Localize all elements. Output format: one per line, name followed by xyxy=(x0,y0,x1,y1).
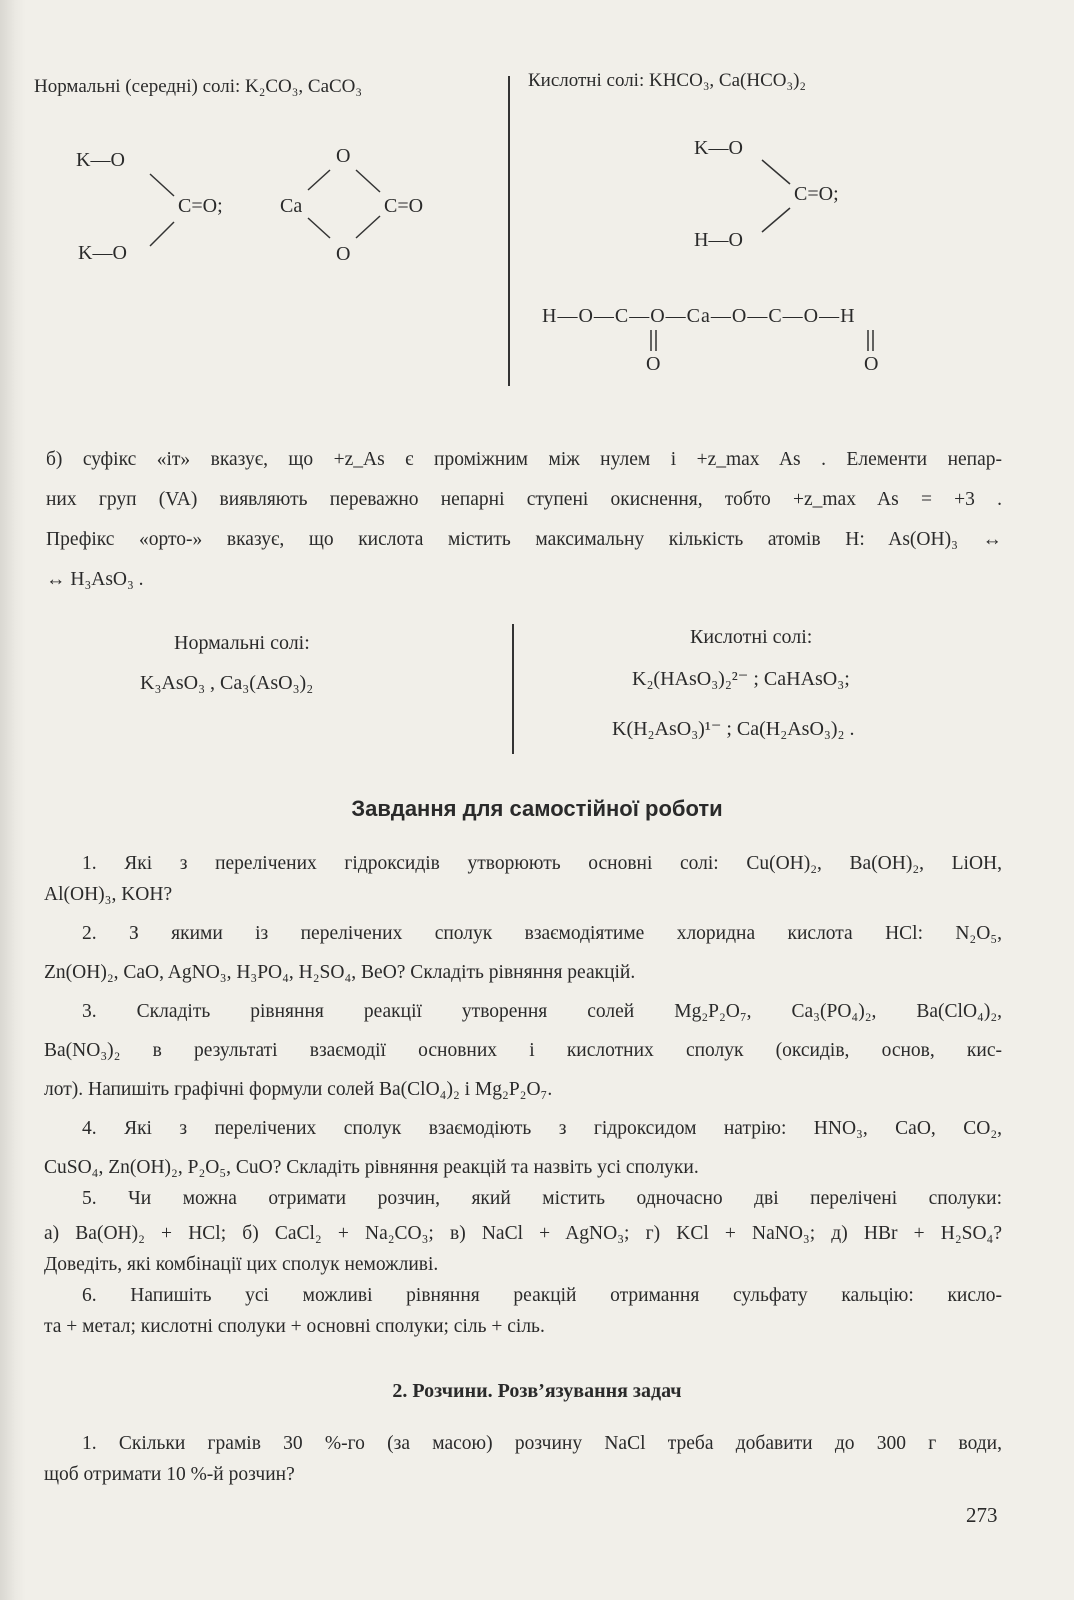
cahco3-o-2: O xyxy=(864,353,879,375)
task-2-line-1: 2. З якими із перелічених сполук взаємодіятиме хлоридна кислота HCl: N₂O₅, xyxy=(82,923,1002,944)
task-2-line-2: Zn(OH)₂, CaO, AgNO₃, H₃PO₄, H₂SO₄, BeO? Складіть рівняння реакцій. xyxy=(44,962,636,983)
task-5-line-3: Доведіть, які комбінації цих сполук неможливі. xyxy=(44,1254,439,1275)
column-divider-arsenite xyxy=(512,624,514,754)
acid-salts-line-1: K₂(HAsO₃)₂²⁻ ; CaHAsO₃; xyxy=(632,668,850,690)
self-study-title: Завдання для самостійної роботи xyxy=(351,796,723,821)
caco3-ca: Ca xyxy=(280,195,303,217)
acid-salts-title: Кислотні солі: xyxy=(690,626,813,648)
problem-1-line-1: 1. Скільки грамів 30 %-го (за масою) розчину NaCl треба добавити до 300 г води, xyxy=(82,1433,1002,1454)
problem-1 xyxy=(44,1428,1002,1490)
acid-salts-line-2: K(H₂AsO₃)¹⁻ ; Ca(H₂AsO₃)₂ . xyxy=(612,718,855,740)
caco3-co: C=O xyxy=(384,195,424,217)
khco3-co: C=O; xyxy=(794,183,839,205)
k2co3-k-bottom: K—O xyxy=(78,242,127,264)
page-number: 273 xyxy=(966,1503,998,1527)
task-list xyxy=(44,848,1002,1342)
section-b-line-3: Префікс «орто-» вказує, що кислота містить максимальну кількість атомів H: As(OH)₃ ↔ xyxy=(46,529,1002,550)
task-6-line-2: та + метал; кислотні сполуки + основні сполуки; сіль + сіль. xyxy=(44,1316,545,1337)
normal-salts-header: Нормальні (середні) солі: K₂CO₃, CaCO₃ xyxy=(34,76,363,97)
khco3-h-bottom: H—O xyxy=(694,229,743,251)
normal-salts-title: Нормальні солі: xyxy=(174,632,310,654)
problem-1-line-2: щоб отримати 10 %-й розчин? xyxy=(44,1464,295,1485)
structural-formula-bonds xyxy=(0,0,1074,400)
section-b-line-4: ↔ H₃AsO₃ . xyxy=(46,569,144,590)
k2co3-co: C=O; xyxy=(178,195,223,217)
task-3-line-2: Ba(NO₃)₂ в результаті взаємодії основних і кислотних сполук (оксидів, основ, кис- xyxy=(44,1040,1002,1061)
task-3-line-3: лот). Напишіть графічні формули солей Ba(ClO₄)₂ і Mg₂P₂O₇. xyxy=(44,1079,553,1100)
task-1-line-2: Al(OH)₃, KOH? xyxy=(44,884,173,905)
caco3-o-top: O xyxy=(336,145,351,167)
section-b-line-1: б) суфікс «іт» вказує, що +z_As є проміжним між нулем і +z_max As . Елементи непар- xyxy=(46,449,1002,470)
section-b-line-2: них груп (VA) виявляють переважно непарні ступені окиснення, тобто +z_max As = +3 . xyxy=(46,489,1002,510)
section-2-title: 2. Розчини. Розв’язування задач xyxy=(392,1380,682,1402)
task-6-line-1: 6. Напишіть усі можливі рівняння реакцій отримання сульфату кальцію: кисло- xyxy=(82,1285,1002,1306)
task-4-line-2: CuSO₄, Zn(OH)₂, P₂O₅, CuO? Складіть рівняння реакцій та назвіть усі сполуки. xyxy=(44,1157,699,1178)
cahco3-o-1: O xyxy=(646,353,661,375)
task-1-line-1: 1. Які з перелічених гідроксидів утворюють основні солі: Cu(OH)₂, Ba(OH)₂, LiOH, xyxy=(82,853,1002,874)
task-4-line-1: 4. Які з перелічених сполук взаємодіють з гідроксидом натрію: HNO₃, CaO, CO₂, xyxy=(82,1118,1002,1139)
cahco3-chain: H—O—C—O—Ca—O—C—O—H xyxy=(542,305,856,327)
caco3-o-bottom: O xyxy=(336,243,351,265)
task-3-line-1: 3. Складіть рівняння реакції утворення солей Mg₂P₂O₇, Ca₃(PO₄)₂, Ba(ClO₄)₂, xyxy=(82,1001,1002,1022)
normal-salts-formulas: K₃AsO₃ , Ca₃(AsO₃)₂ xyxy=(140,672,314,694)
k2co3-k-top: K—O xyxy=(76,149,125,171)
task-5-line-1: 5. Чи можна отримати розчин, який містить одночасно дві перелічені сполуки: xyxy=(82,1188,1002,1209)
task-5-line-2: а) Ba(OH)₂ + HCl; б) CaCl₂ + Na₂CO₃; в) NaCl + AgNO₃; г) KCl + NaNO₃; д) HBr + H₂SO₄? xyxy=(44,1223,1002,1244)
acid-salts-header: Кислотні солі: KHCO₃, Ca(HCO₃)₂ xyxy=(528,70,807,91)
section-b-paragraph xyxy=(46,444,1002,596)
khco3-k-top: K—O xyxy=(694,137,743,159)
